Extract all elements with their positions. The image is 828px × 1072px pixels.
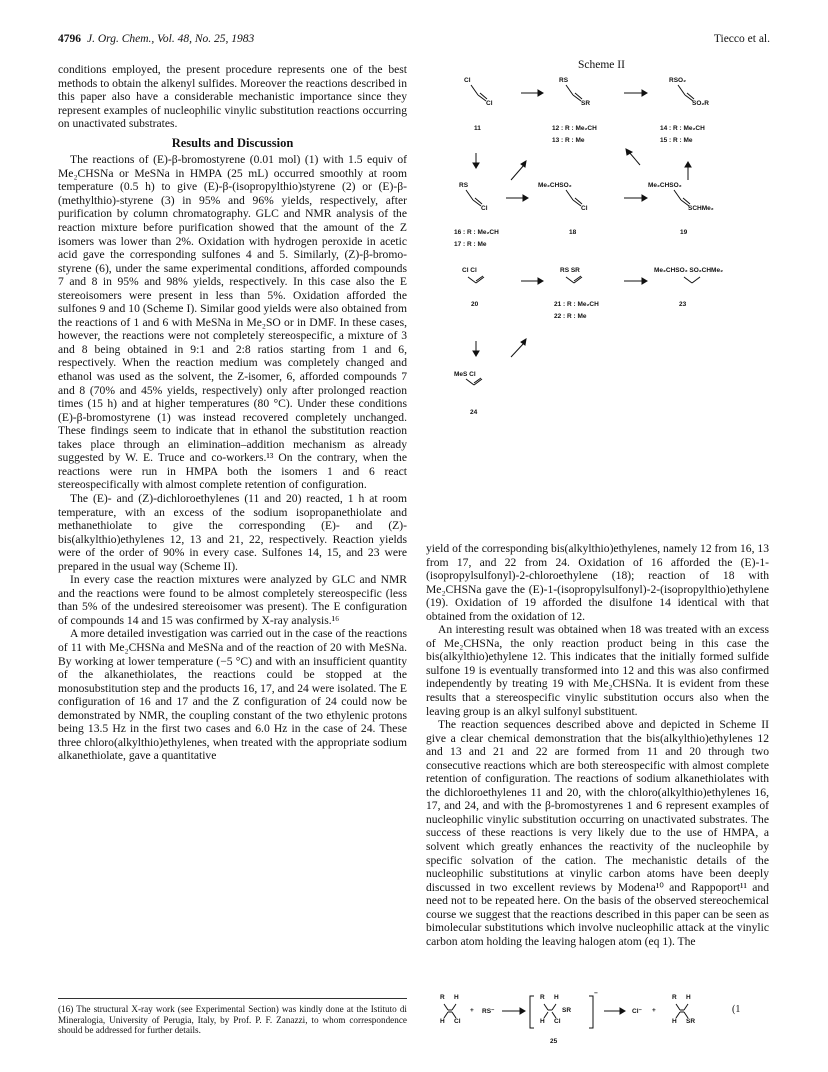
paragraph: A more detailed investigation was carried out in the case of the reactions of 11 with Me₂CHSNa and MeSNa and of the reaction of 20 with MeSNa. By working at lower temperature (−5 °C) and with an insufficient quantity of the alkanethiolates, the reactions could be stopped at the monosubstitution step and the products 16, 17, and 24 were isolated. The E configuration of 16 and 17 and the Z configuration of 24 could now be demonstrated by NMR, the coupling constant of the two ethylenic protons being 13.5 Hz in the first two cases and 6.0 Hz in the case of 24. These three chloro(alkylthio)ethylenes, when treated with the appropriate sodium alkanethiolate, gave a quantitative: [58, 627, 407, 763]
compound-label: 16 : R : Me₂CH: [454, 229, 499, 236]
struct-19-bottom: SCHMe₂: [688, 205, 714, 212]
eq-ts-cl: Cl: [554, 1018, 561, 1025]
right-column: [426, 542, 769, 948]
eq-ts-h2: H: [540, 1018, 545, 1025]
paragraph: The (E)- and (Z)-dichloroethylenes (11 and 20) reacted, 1 h at room temperature, with an excess of the sodium isopropanethiolate and methanethiolate to give the corresponding (E)- and (Z)-bis(alkylthio)ethylenes 12, 13 and 21, 22, respectively. Reaction yields were of the order of 90% in every case. Sulfones 14, 15, and 23 were prepared in the usual way (Scheme II).: [58, 491, 407, 573]
compound-label: 14 : R : Me₂CH: [660, 125, 705, 132]
eq-ts-sr: SR: [562, 1007, 572, 1014]
page-header: [58, 33, 770, 49]
struct-21: RS SR: [560, 267, 580, 274]
struct-18-top: Me₂CHSO₂: [538, 182, 572, 189]
compound-label: 18: [569, 229, 577, 236]
equation-1: [426, 990, 769, 1050]
eq-reactant-h2: H: [440, 1018, 445, 1025]
running-authors: Tiecco et al.: [713, 33, 770, 45]
struct-16-bottom: Cl: [481, 205, 488, 212]
eq-reactant-r: R: [440, 994, 445, 1001]
paragraph: The reactions of (E)-β-bromostyrene (0.01 mol) (1) with 1.5 equiv of Me₂CHSNa or MeSNa in HMPA (25 mL) occurred smoothly at room temperature (0.5 h) to give (E)-β-(isopropylthio)styrene (2) or (E)-β-(methylthio)-styrene (3) in 95% and 96% yields, respectively, after purification by column chromatography. GLC and NMR analysis of the reaction mixture before purification showed that the amount of the Z isomers was lower than 2%. Oxidation with hydrogen peroxide in acetic acid gave the corresponding sulfones 4 and 5. Similarly, (Z)-β-bromo-styrene (6), under the same experimental conditions, afforded compounds 7 and 8 in 95% and 98% yields, respectively. In this case also the E stereoisomers were present in less than 5%. Oxidation afforded the sulfones 9 and 10 (Scheme I). Similar good yields were also obtained from the reactions of 1 and 6 with MeSNa in Me₂SO or in DMF. In these cases, however, the reactions were not completely stereospecific, a mixture of 3 and 8 being obtained in 9:1 and 2:8 ratios starting from 1 and 6, respectively. When the reaction medium was completely changed and ethanol was used as the solvent, the Z-isomer, 6, afforded compounds 7 and 8 (70% and 45% yields, respectively) only after prolonged reaction times (15 h) and at higher temperatures (80 °C). Under these conditions (E)-β-bromostyrene (1) was instead recovered completely unchanged. These findings seem to indicate that in ethanol the substitution reaction takes place through an elimination–addition mechanism as already suggested by W. E. Truce and co-workers.¹³ On the contrary, when the reactions were run in HMPA both the isomers 1 and 6 react stereospecifically with almost complete retention of configuration.: [58, 153, 407, 492]
compound-label: 22 : R : Me: [554, 313, 587, 320]
eq-product-r: R: [672, 994, 677, 1001]
eq-thiolate: RS⁻: [482, 1008, 495, 1015]
compound-label: 12 : R : Me₂CH: [552, 125, 597, 132]
left-column: [58, 63, 407, 763]
scheme-ii: [426, 55, 769, 535]
eq-ts-charge: −: [594, 990, 598, 997]
intro-paragraph: conditions employed, the present procedure represents one of the best methods to obtain the alkenyl sulfides. Moreover the reactions described in this paper also have a considerable mechanistic importance since they represent examples of nucleophilic vinylic substitution reactions occurring on unactivated substrates.: [58, 63, 407, 131]
struct-14-top: RSO₂: [669, 77, 686, 84]
struct-11-bottom: Cl: [486, 100, 493, 107]
struct-24: MeS Cl: [454, 371, 476, 378]
eq-product-h2: H: [672, 1018, 677, 1025]
eq-ts-h: H: [554, 994, 559, 1001]
struct-23: Me₂CHSO₂ SO₂CHMe₂: [654, 267, 723, 274]
eq-ts-r: R: [540, 994, 545, 1001]
compound-label: 17 : R : Me: [454, 241, 487, 248]
equation-bonds: [426, 990, 769, 1050]
eq-chloride: Cl⁻: [632, 1008, 642, 1015]
compound-label: 23: [679, 301, 687, 308]
struct-16-top: RS: [459, 182, 469, 189]
struct-12-top: RS: [559, 77, 569, 84]
struct-19-top: Me₂CHSO₂: [648, 182, 682, 189]
compound-label: 25: [550, 1038, 558, 1045]
footnote: (16) The structural X-ray work (see Experimental Section) was kindly done at the Istituto di Mineralogia, University of Perugia, Italy, by Prof. P. F. Zanazzi, to whom correspondence should be addressed for further details.: [58, 1004, 407, 1036]
paragraph: In every case the reaction mixtures were analyzed by GLC and NMR and the reactions were found to be almost completely stereospecific (less than 5% of the undesired stereoisomer was present). The E configuration of compounds 14 and 15 was confirmed by X-ray analysis.¹⁶: [58, 573, 407, 627]
compound-label: 19: [680, 229, 688, 236]
compound-label: 21 : R : Me₂CH: [554, 301, 599, 308]
struct-20: Cl Cl: [462, 267, 477, 274]
struct-18-bottom: Cl: [581, 205, 588, 212]
compound-label: 15 : R : Me: [660, 137, 693, 144]
compound-label: 24: [470, 409, 478, 416]
section-heading: Results and Discussion: [171, 135, 294, 150]
page-number: 4796: [58, 33, 81, 45]
eq-plus-2: +: [652, 1007, 656, 1014]
paragraph: yield of the corresponding bis(alkylthio)ethylenes, namely 12 from 16, 13 from 17, and 22 from 24. Oxidation of 16 afforded the (E)-1-(isopropylsulfonyl)-2-chloroethylene (18); reaction of 18 with Me₂CHSNa gave the (E)-1-(isopropylsulfonyl)-2-(isopropylthio)ethylene (19). Oxidation of 19 afforded the disulfone 14 identical with that obtained from the oxidation of 12.: [426, 542, 769, 623]
paragraph: An interesting result was obtained when 18 was treated with an excess of Me₂CHSNa, the only reaction product being in this case the bis(alkylthio)ethylene 12. This indicates that the initially formed sulfide sulfone 19 is eventually transformed into 12 and this was also confirmed independently by treating 19 with Me₂CHSNa. It is evident from these results that a stereospecific vinylic substitution occurs also when the leaving group is an alkyl sulfonyl substituent.: [426, 623, 769, 718]
journal-citation: [58, 33, 254, 45]
struct-14-bottom: SO₂R: [692, 100, 709, 107]
paragraph: The reaction sequences described above and depicted in Scheme II give a clear chemical demonstration that the bis(alkylthio)ethylenes 12 and 13 and 21 and 22 are formed from 11 and 20 through two consecutive reactions which are both stereospecific with almost complete retention of configuration. The reactions of sodium alkanethiolates with the dichloroethylenes 11 and 20, with the chloro(alkylthio)ethylenes 16, 17, and 24, and with the β-bromostyrenes 1 and 6 represent examples of nucleophilic vinylic substitution occurring on unactivated substrates. The success of these reactions is very likely due to the use of HMPA, a solvent which greatly enhances the reactivity of the nucleophile by specific solvation of the cation. The mechanistic details of the nucleophilic substitutions at vinylic carbon atoms have been deeply discussed in two excellent reviews by Modena¹⁰ and Rappoport¹¹ and need not to be repeated here. On the basis of the observed stereochemical course we suggest that the reactions described in this paper can be seen as bimolecular substitutions which involve nucleophilic attack at the vinylic carbon atom holding the leaving halogen atom (eq 1). The: [426, 718, 769, 948]
eq-product-h: H: [686, 994, 691, 1001]
equation-number: (1: [732, 1004, 741, 1015]
eq-reactant-h: H: [454, 994, 459, 1001]
eq-product-sr: SR: [686, 1018, 696, 1025]
compound-label: 20: [471, 301, 479, 308]
eq-reactant-cl: Cl: [454, 1018, 461, 1025]
eq-plus: +: [470, 1007, 474, 1014]
footnote-rule: [58, 998, 407, 999]
scheme-title: Scheme II: [578, 59, 625, 71]
compound-label: 13 : R : Me: [552, 137, 585, 144]
struct-11-top: Cl: [464, 77, 471, 84]
struct-12-bottom: SR: [581, 100, 591, 107]
journal-name: J. Org. Chem., Vol. 48, No. 25, 1983: [87, 33, 255, 45]
compound-label: 11: [474, 125, 481, 132]
